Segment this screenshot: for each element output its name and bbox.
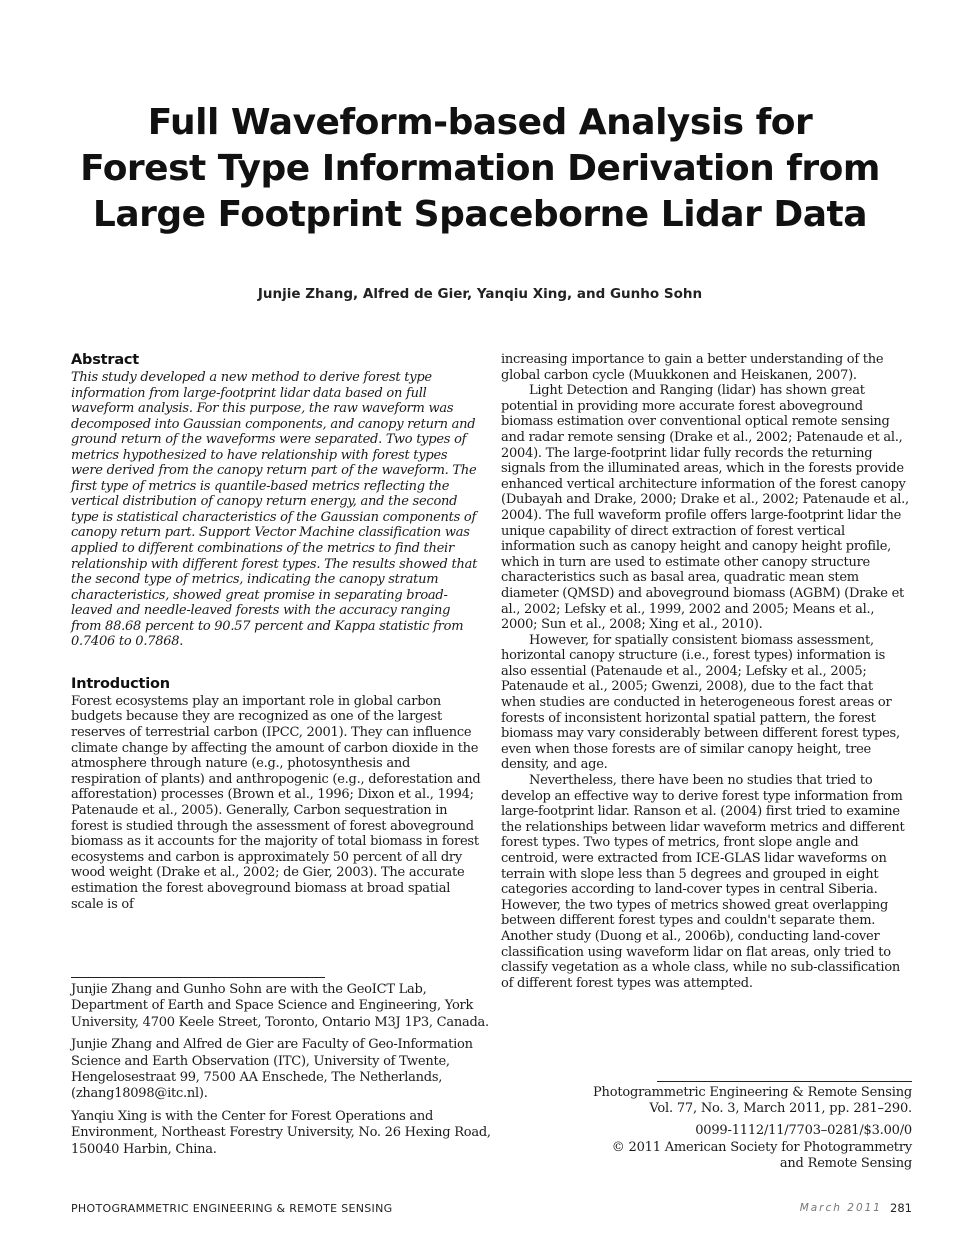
title-line: Full Waveform-based Analysis for bbox=[147, 102, 813, 143]
introduction-heading: Introduction bbox=[71, 675, 170, 692]
left-column bbox=[71, 352, 481, 912]
author-list: Junjie Zhang, Alfred de Gier, Yanqiu Xing, and Gunho Sohn bbox=[257, 286, 703, 302]
copyright-line: © 2011 American Society for Photogrammetry bbox=[611, 1139, 912, 1155]
copyright-line: and Remote Sensing bbox=[779, 1155, 912, 1171]
paragraph: Light Detection and Ranging (lidar) has shown great potential in providing more accurate forest aboveground biomass estimation over conventional optical remote sensing and radar remote sensing (Drake et al., 2002; Patenaude et al., 2004). The large-footprint lidar fully records the returning signals from the illuminated areas, which in the forests provide enhanced vertical architecture information of the forest canopy (Dubayah and Drake, 2000; Drake et al., 2002; Patenaude et al., 2004). The full waveform profile offers large-footprint lidar the unique capability of direct extraction of forest vertical information such as canopy height and canopy height profile, which in turn are used to estimate other canopy structure characteristics such as basal area, quadratic mean stem diameter (QMSD) and aboveground biomass (AGBM) (Drake et al., 2002; Lefsky et al., 1999, 2002 and 2005; Means et al., 2000; Sun et al., 2008; Xing et al., 2010). bbox=[501, 383, 909, 633]
author-affiliations bbox=[71, 982, 491, 1164]
journal-info bbox=[492, 1085, 912, 1178]
page-number: 281 bbox=[890, 1201, 912, 1215]
citation-line: Photogrammetric Engineering & Remote Sensing bbox=[592, 1085, 912, 1100]
journal-info-divider bbox=[657, 1081, 912, 1082]
title-line: Large Footprint Spaceborne Lidar Data bbox=[92, 194, 868, 235]
paper-title bbox=[60, 100, 900, 238]
footnote: Junjie Zhang and Gunho Sohn are with the GeoICT Lab, Department of Earth and Space Science and Engineering, York University, 4700 Keele Street, Toronto, Ontario M3J 1P3, Canada. bbox=[71, 982, 489, 1030]
introduction-body-left bbox=[71, 694, 481, 912]
title-line: Forest Type Information Derivation from bbox=[80, 148, 880, 189]
footnote-divider bbox=[71, 977, 325, 978]
paragraph: Nevertheless, there have been no studies that tried to develop an effective way to derive forest type information from large-footprint lidar. Ranson et al. (2004) first tried to examine the relationships between lidar waveform metrics and different forest types. Two types of metrics, front slope angle and centroid, were extracted from ICE-GLAS lidar waveforms on terrain with slope less than 5 degrees and grouped in eight categories according to land-cover types in central Siberia. However, the two types of metrics showed great overlapping between different forest types and couldn't separate them. Another study (Duong et al., 2006b), conducting land-cover classification using waveform lidar on flat areas, only tried to classify vegetation as a whole class, while no sub-classification of different forest types was attempted. bbox=[501, 773, 905, 991]
running-footer-journal: PHOTOGRAMMETRIC ENGINEERING & REMOTE SENSING bbox=[71, 1202, 393, 1215]
introduction-body-right bbox=[501, 352, 911, 991]
journal-copyright bbox=[492, 1123, 912, 1172]
paragraph: Forest ecosystems play an important role in global carbon budgets because they are recognized as one of the largest reserves of terrestrial carbon (IPCC, 2001). They can influence climate change by affecting the amount of carbon dioxide in the atmosphere through nature (e.g., photosynthesis and respiration of plants) and anthropogenic (e.g., deforestation and afforestation) processes (Brown et al., 1996; Dixon et al., 1994; Patenaude et al., 2005). Generally, Carbon sequestration in forest is studied through the assessment of forest aboveground biomass as it accounts for the majority of total biomass in forest ecosystems and carbon is approximately 50 percent of all dry wood weight (Drake et al., 2002; de Gier, 2003). The accurate estimation the forest aboveground biomass at broad spatial scale is of bbox=[71, 693, 481, 912]
footnote: Yanqiu Xing is with the Center for Forest Operations and Environment, Northeast Forestry University, No. 26 Hexing Road, 150040 Harbin, China. bbox=[71, 1108, 491, 1157]
article-code: 0099-1112/11/7703–0281/$3.00/0 bbox=[695, 1123, 912, 1139]
right-column bbox=[501, 352, 911, 991]
running-footer-date: March 2011 bbox=[799, 1202, 882, 1214]
paragraph: increasing importance to gain a better understanding of the global carbon cycle (Muukkonen and Heiskanen, 2007). bbox=[501, 352, 884, 383]
journal-citation bbox=[492, 1085, 912, 1117]
abstract-heading: Abstract bbox=[71, 352, 140, 368]
citation-line: Vol. 77, No. 3, March 2011, pp. 281–290. bbox=[649, 1101, 912, 1117]
footnote: Junjie Zhang and Alfred de Gier are Faculty of Geo-Information Science and Earth Observation (ITC), University of Twente, Hengelosestraat 99, 7500 AA Enschede, The Netherlands, (zhang18098@itc.nl). bbox=[71, 1037, 473, 1102]
abstract-text: This study developed a new method to derive forest type information from large-footprint lidar data based on full waveform analysis. For this purpose, the raw waveform was decomposed into Gaussian components, and canopy return and ground return of the waveforms were separated. Two types of metrics hypothesized to have relationship with forest types were derived from the canopy return part of the waveform. The first type of metrics is quantile-based metrics reflecting the vertical distribution of canopy return energy, and the second type is statistical characteristics of the Gaussian components of canopy return part. Support Vector Machine classification was applied to different combinations of the metrics to find their relationship with different forest types. The results showed that the second type of metrics, indicating the canopy stratum characteristics, showed great promise in separating broad-leaved and needle-leaved forests with the accuracy ranging from 88.68 percent to 90.57 percent and Kappa statistic from 0.7406 to 0.7868. bbox=[71, 370, 478, 650]
paragraph: However, for spatially consistent biomass assessment, horizontal canopy structure (i.e., forest types) information is also essential (Patenaude et al., 2004; Lefsky et al., 2005; Patenaude et al., 2005; Gwenzi, 2008), due to the fact that when studies are conducted in heterogeneous forest areas or forests of inconsistent horizontal spatial pattern, the forest biomass may vary considerably between different forest types, even when those forests are of similar canopy height, tree density, and age. bbox=[501, 632, 900, 773]
